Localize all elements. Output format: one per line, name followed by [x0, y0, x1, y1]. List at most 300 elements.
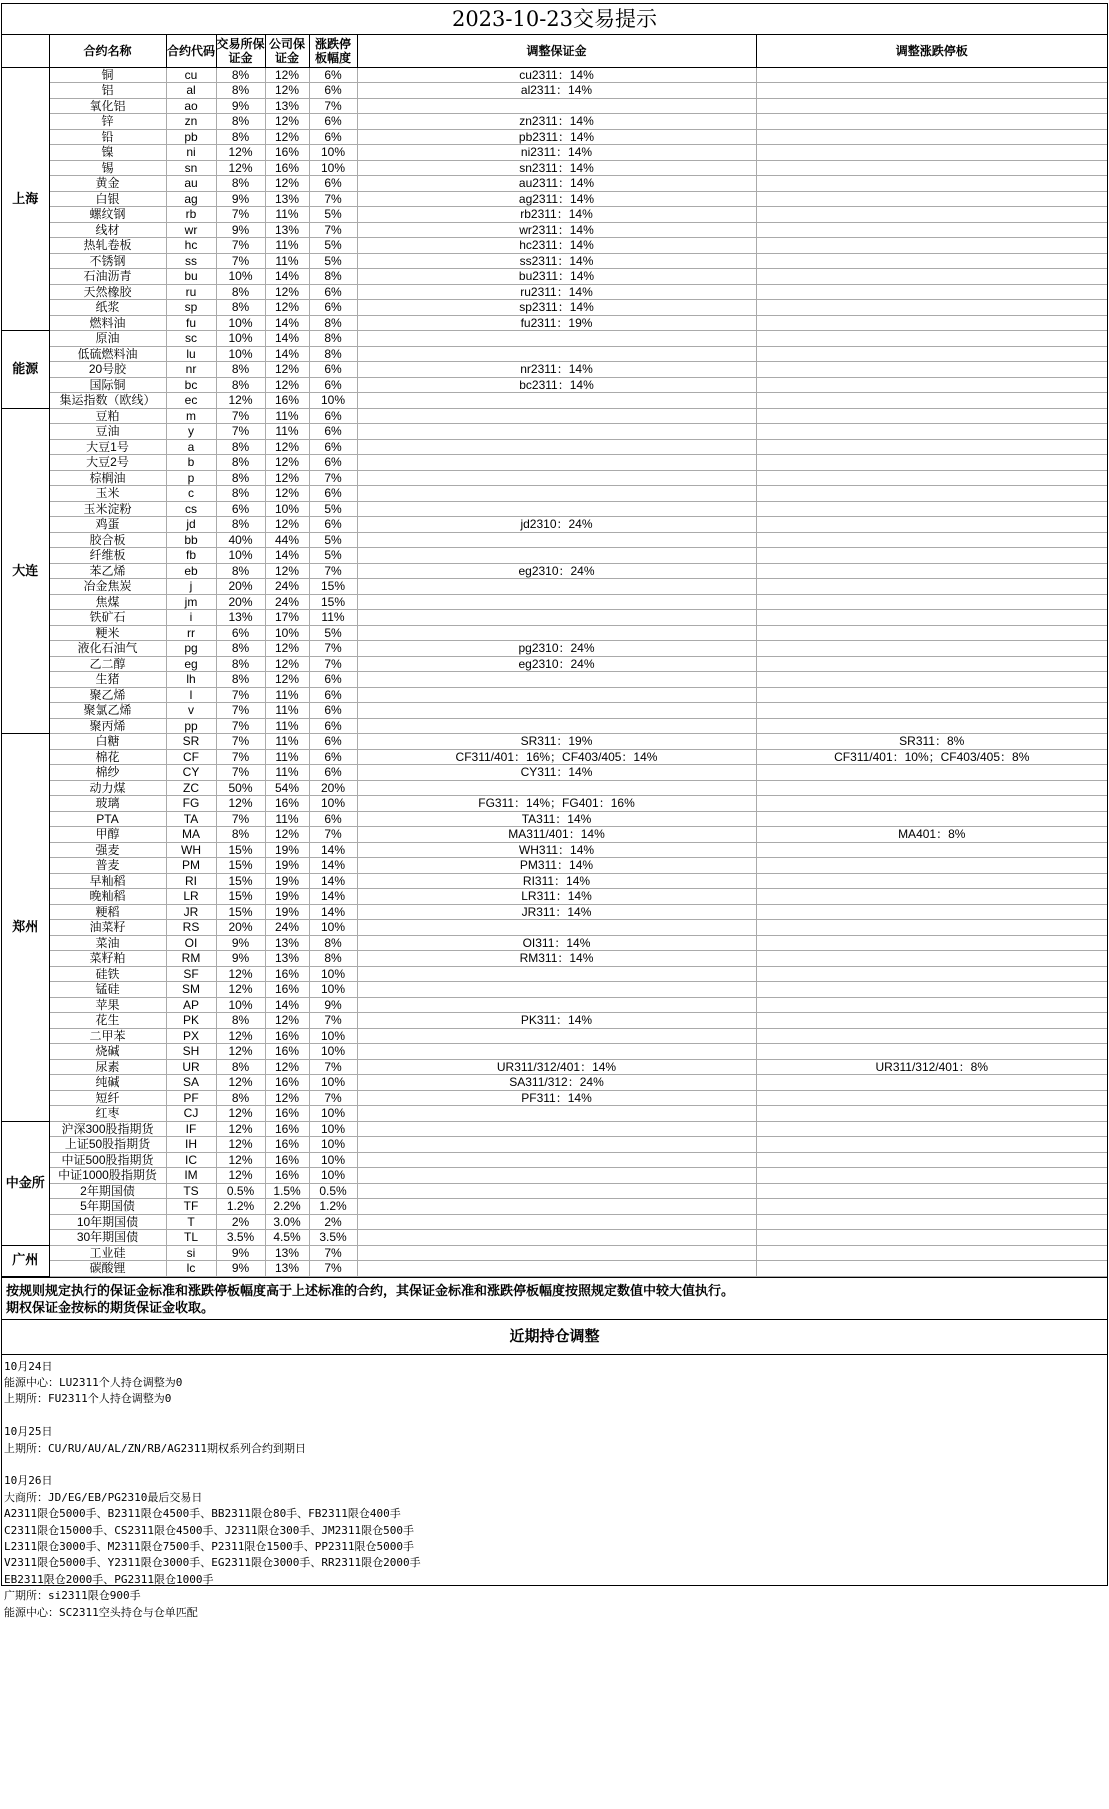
header-limit: 涨跌停板幅度 — [309, 35, 357, 67]
adjusted-limit-cell — [756, 253, 1107, 269]
company-margin-cell: 12% — [265, 114, 309, 130]
exchange-margin-cell: 9% — [216, 1245, 265, 1261]
contract-code-cell: WH — [166, 842, 216, 858]
exchange-margin-cell: 8% — [216, 362, 265, 378]
company-margin-cell: 24% — [265, 579, 309, 595]
table-row — [2, 176, 1107, 192]
contract-name-cell: 铁矿石 — [49, 610, 166, 626]
table-row — [2, 842, 1107, 858]
company-margin-cell: 16% — [265, 1028, 309, 1044]
adjusted-margin-cell: UR311/312/401：14% — [357, 1059, 756, 1075]
adjusted-limit-cell — [756, 594, 1107, 610]
price-limit-cell: 5% — [309, 238, 357, 254]
contract-code-cell: SR — [166, 734, 216, 750]
table-row — [2, 1137, 1107, 1153]
adjusted-limit-cell — [756, 160, 1107, 176]
contract-name-cell: 5年期国债 — [49, 1199, 166, 1215]
company-margin-cell: 12% — [265, 486, 309, 502]
company-margin-cell: 16% — [265, 145, 309, 161]
adjusted-limit-cell — [756, 718, 1107, 734]
position-line: 10月26日 — [4, 1474, 53, 1488]
adjusted-margin-cell: RI311：14% — [357, 873, 756, 889]
table-row — [2, 207, 1107, 223]
price-limit-cell: 11% — [309, 610, 357, 626]
adjusted-limit-cell — [756, 486, 1107, 502]
exchange-margin-cell: 8% — [216, 517, 265, 533]
contract-name-cell: 螺纹钢 — [49, 207, 166, 223]
contract-name-cell: 天然橡胶 — [49, 284, 166, 300]
exchange-margin-cell: 8% — [216, 284, 265, 300]
adjusted-limit-cell — [756, 687, 1107, 703]
table-row — [2, 145, 1107, 161]
contract-name-cell: 工业硅 — [49, 1245, 166, 1261]
table-row — [2, 1059, 1107, 1075]
adjusted-margin-cell: ni2311：14% — [357, 145, 756, 161]
adjusted-limit-cell — [756, 1230, 1107, 1246]
contract-name-cell: 乙二醇 — [49, 656, 166, 672]
adjusted-limit-cell: MA401：8% — [756, 827, 1107, 843]
contract-name-cell: 黄金 — [49, 176, 166, 192]
contract-code-cell: lh — [166, 672, 216, 688]
adjusted-limit-cell — [756, 935, 1107, 951]
table-row — [2, 1090, 1107, 1106]
company-margin-cell: 11% — [265, 253, 309, 269]
table-row — [2, 1230, 1107, 1246]
adjusted-limit-cell — [756, 501, 1107, 517]
adjusted-margin-cell — [357, 1152, 756, 1168]
adjusted-limit-cell — [756, 579, 1107, 595]
adjusted-margin-cell — [357, 1106, 756, 1122]
table-row — [2, 486, 1107, 502]
table-row — [2, 579, 1107, 595]
adjusted-margin-cell — [357, 703, 756, 719]
adjusted-limit-cell — [756, 904, 1107, 920]
exchange-margin-cell: 8% — [216, 1090, 265, 1106]
exchange-label: 中金所 — [2, 1121, 49, 1245]
contract-code-cell: i — [166, 610, 216, 626]
contract-code-cell: bc — [166, 377, 216, 393]
adjusted-limit-cell — [756, 145, 1107, 161]
company-margin-cell: 11% — [265, 811, 309, 827]
table-row — [2, 98, 1107, 114]
notes — [2, 1277, 1107, 1319]
exchange-margin-cell: 8% — [216, 114, 265, 130]
contract-code-cell: b — [166, 455, 216, 471]
price-limit-cell: 8% — [309, 346, 357, 362]
contract-name-cell: 动力煤 — [49, 780, 166, 796]
exchange-margin-cell: 3.5% — [216, 1230, 265, 1246]
contract-code-cell: eb — [166, 563, 216, 579]
price-limit-cell: 6% — [309, 765, 357, 781]
table-row — [2, 656, 1107, 672]
table-row — [2, 331, 1107, 347]
price-limit-cell: 5% — [309, 253, 357, 269]
contract-name-cell: 集运指数（欧线） — [49, 393, 166, 409]
table-row — [2, 966, 1107, 982]
price-limit-cell: 7% — [309, 656, 357, 672]
company-margin-cell: 12% — [265, 517, 309, 533]
adjusted-margin-cell: PF311：14% — [357, 1090, 756, 1106]
adjusted-margin-cell: OI311：14% — [357, 935, 756, 951]
exchange-margin-cell: 7% — [216, 687, 265, 703]
contract-name-cell: 甲醇 — [49, 827, 166, 843]
table-row — [2, 1199, 1107, 1215]
contract-code-cell: PF — [166, 1090, 216, 1106]
contract-name-cell: 玻璃 — [49, 796, 166, 812]
company-margin-cell: 11% — [265, 749, 309, 765]
adjusted-margin-cell: CY311：14% — [357, 765, 756, 781]
table-row — [2, 951, 1107, 967]
price-limit-cell: 14% — [309, 873, 357, 889]
adjusted-limit-cell — [756, 641, 1107, 657]
price-limit-cell: 10% — [309, 1168, 357, 1184]
position-line: 10月25日 — [4, 1425, 53, 1439]
contract-code-cell: ni — [166, 145, 216, 161]
adjusted-margin-cell — [357, 408, 756, 424]
adjusted-limit-cell — [756, 1152, 1107, 1168]
contract-name-cell: 强麦 — [49, 842, 166, 858]
price-limit-cell: 5% — [309, 625, 357, 641]
contract-name-cell: 铝 — [49, 83, 166, 99]
adjusted-limit-cell — [756, 191, 1107, 207]
adjusted-margin-cell — [357, 610, 756, 626]
position-line: C2311限仓15000手、CS2311限仓4500手、J2311限仓300手、JM2311限仓500手 — [4, 1523, 415, 1537]
price-limit-cell: 10% — [309, 982, 357, 998]
exchange-label: 上海 — [2, 67, 49, 331]
table-row — [2, 269, 1107, 285]
adjusted-margin-cell — [357, 1214, 756, 1230]
company-margin-cell: 24% — [265, 594, 309, 610]
adjusted-margin-cell: hc2311：14% — [357, 238, 756, 254]
exchange-margin-cell: 8% — [216, 1013, 265, 1029]
contract-code-cell: UR — [166, 1059, 216, 1075]
adjusted-margin-cell — [357, 1168, 756, 1184]
header-exchange — [2, 35, 49, 67]
table-row — [2, 346, 1107, 362]
contract-name-cell: 红枣 — [49, 1106, 166, 1122]
company-margin-cell: 14% — [265, 315, 309, 331]
price-limit-cell: 6% — [309, 362, 357, 378]
adjusted-margin-cell — [357, 1261, 756, 1277]
adjusted-limit-cell — [756, 129, 1107, 145]
table-row — [2, 935, 1107, 951]
contract-code-cell: si — [166, 1245, 216, 1261]
position-line: 广期所：si2311限仓900手 — [4, 1589, 141, 1603]
adjusted-margin-cell: rb2311：14% — [357, 207, 756, 223]
contract-name-cell: 2年期国债 — [49, 1183, 166, 1199]
contract-code-cell: SH — [166, 1044, 216, 1060]
company-margin-cell: 12% — [265, 563, 309, 579]
adjusted-margin-cell — [357, 718, 756, 734]
price-limit-cell: 10% — [309, 1152, 357, 1168]
price-limit-cell: 8% — [309, 935, 357, 951]
adjusted-limit-cell — [756, 1090, 1107, 1106]
contract-name-cell: 纸浆 — [49, 300, 166, 316]
adjusted-margin-cell: sn2311：14% — [357, 160, 756, 176]
contract-code-cell: T — [166, 1214, 216, 1230]
exchange-margin-cell: 10% — [216, 331, 265, 347]
exchange-margin-cell: 12% — [216, 1137, 265, 1153]
table-row — [2, 548, 1107, 564]
sheet — [1, 3, 1108, 1619]
contract-code-cell: RI — [166, 873, 216, 889]
price-limit-cell: 10% — [309, 920, 357, 936]
contract-code-cell: rr — [166, 625, 216, 641]
adjusted-margin-cell — [357, 1183, 756, 1199]
adjusted-limit-cell — [756, 315, 1107, 331]
contract-code-cell: al — [166, 83, 216, 99]
contract-code-cell: IH — [166, 1137, 216, 1153]
adjusted-margin-cell: pb2311：14% — [357, 129, 756, 145]
company-margin-cell: 11% — [265, 687, 309, 703]
adjusted-margin-cell: SR311：19% — [357, 734, 756, 750]
price-limit-cell: 10% — [309, 393, 357, 409]
table-row — [2, 517, 1107, 533]
exchange-margin-cell: 9% — [216, 191, 265, 207]
adjusted-limit-cell — [756, 300, 1107, 316]
adjusted-margin-cell — [357, 532, 756, 548]
contract-name-cell: 线材 — [49, 222, 166, 238]
exchange-margin-cell: 12% — [216, 982, 265, 998]
position-line: 上期所：CU/RU/AU/AL/ZN/RB/AG2311期权系列合约到期日 — [4, 1441, 306, 1455]
exchange-margin-cell: 8% — [216, 486, 265, 502]
adjusted-limit-cell — [756, 780, 1107, 796]
price-limit-cell: 7% — [309, 222, 357, 238]
table-row — [2, 811, 1107, 827]
adjusted-margin-cell — [357, 625, 756, 641]
price-limit-cell: 6% — [309, 439, 357, 455]
header-adjusted-limit: 调整涨跌停板 — [756, 35, 1107, 67]
exchange-margin-cell: 7% — [216, 253, 265, 269]
contract-code-cell: pg — [166, 641, 216, 657]
adjusted-margin-cell — [357, 1199, 756, 1215]
exchange-margin-cell: 9% — [216, 222, 265, 238]
contract-name-cell: 白糖 — [49, 734, 166, 750]
contract-name-cell: 中证500股指期货 — [49, 1152, 166, 1168]
contract-name-cell: 聚丙烯 — [49, 718, 166, 734]
company-margin-cell: 54% — [265, 780, 309, 796]
adjusted-limit-cell — [756, 532, 1107, 548]
contract-code-cell: TL — [166, 1230, 216, 1246]
company-margin-cell: 12% — [265, 641, 309, 657]
adjusted-margin-cell: nr2311：14% — [357, 362, 756, 378]
adjusted-limit-cell — [756, 269, 1107, 285]
contract-name-cell: 聚乙烯 — [49, 687, 166, 703]
contract-code-cell: fb — [166, 548, 216, 564]
company-margin-cell: 16% — [265, 982, 309, 998]
price-limit-cell: 7% — [309, 1261, 357, 1277]
exchange-margin-cell: 6% — [216, 501, 265, 517]
adjusted-margin-cell: bc2311：14% — [357, 377, 756, 393]
adjusted-margin-cell: al2311：14% — [357, 83, 756, 99]
contract-code-cell: IM — [166, 1168, 216, 1184]
table-row — [2, 470, 1107, 486]
contract-code-cell: ec — [166, 393, 216, 409]
table-row — [2, 1152, 1107, 1168]
company-margin-cell: 11% — [265, 703, 309, 719]
price-limit-cell: 10% — [309, 1106, 357, 1122]
table-header-row — [2, 35, 1107, 67]
table-row — [2, 455, 1107, 471]
adjusted-limit-cell — [756, 362, 1107, 378]
adjusted-margin-cell — [357, 331, 756, 347]
contract-name-cell: 尿素 — [49, 1059, 166, 1075]
contract-code-cell: sn — [166, 160, 216, 176]
contract-code-cell: jd — [166, 517, 216, 533]
contract-code-cell: PK — [166, 1013, 216, 1029]
company-margin-cell: 16% — [265, 1168, 309, 1184]
exchange-margin-cell: 8% — [216, 672, 265, 688]
table-row — [2, 1168, 1107, 1184]
exchange-margin-cell: 9% — [216, 935, 265, 951]
adjusted-limit-cell — [756, 1137, 1107, 1153]
contract-name-cell: 二甲苯 — [49, 1028, 166, 1044]
contract-name-cell: 棉花 — [49, 749, 166, 765]
contract-code-cell: AP — [166, 997, 216, 1013]
adjusted-limit-cell — [756, 114, 1107, 130]
contract-name-cell: 大豆1号 — [49, 439, 166, 455]
adjusted-limit-cell — [756, 982, 1107, 998]
adjusted-limit-cell — [756, 377, 1107, 393]
exchange-margin-cell: 15% — [216, 842, 265, 858]
exchange-margin-cell: 8% — [216, 439, 265, 455]
table-row — [2, 1044, 1107, 1060]
price-limit-cell: 6% — [309, 718, 357, 734]
contract-name-cell: 热轧卷板 — [49, 238, 166, 254]
adjusted-margin-cell: JR311：14% — [357, 904, 756, 920]
contract-name-cell: 油菜籽 — [49, 920, 166, 936]
contract-name-cell: 豆油 — [49, 424, 166, 440]
adjusted-margin-cell — [357, 982, 756, 998]
contract-name-cell: 锰硅 — [49, 982, 166, 998]
table-row — [2, 780, 1107, 796]
contract-name-cell: 胶合板 — [49, 532, 166, 548]
adjusted-margin-cell: ag2311：14% — [357, 191, 756, 207]
exchange-label: 能源 — [2, 331, 49, 409]
table-row — [2, 532, 1107, 548]
adjusted-limit-cell — [756, 811, 1107, 827]
price-limit-cell: 7% — [309, 1059, 357, 1075]
contract-code-cell: JR — [166, 904, 216, 920]
contract-name-cell: 上证50股指期货 — [49, 1137, 166, 1153]
exchange-margin-cell: 13% — [216, 610, 265, 626]
exchange-margin-cell: 8% — [216, 827, 265, 843]
price-limit-cell: 14% — [309, 858, 357, 874]
company-margin-cell: 12% — [265, 362, 309, 378]
company-margin-cell: 11% — [265, 424, 309, 440]
company-margin-cell: 2.2% — [265, 1199, 309, 1215]
contract-code-cell: eg — [166, 656, 216, 672]
contract-name-cell: 豆粕 — [49, 408, 166, 424]
adjusted-limit-cell — [756, 703, 1107, 719]
adjusted-margin-cell — [357, 920, 756, 936]
page-title: 2023-10-23交易提示 — [2, 4, 1107, 35]
adjusted-margin-cell: jd2310：24% — [357, 517, 756, 533]
exchange-margin-cell: 40% — [216, 532, 265, 548]
contract-code-cell: ZC — [166, 780, 216, 796]
adjusted-margin-cell: CF311/401：16%；CF403/405：14% — [357, 749, 756, 765]
contract-code-cell: TF — [166, 1199, 216, 1215]
contract-code-cell: TA — [166, 811, 216, 827]
price-limit-cell: 6% — [309, 114, 357, 130]
adjusted-margin-cell: LR311：14% — [357, 889, 756, 905]
adjusted-limit-cell — [756, 1183, 1107, 1199]
adjusted-margin-cell: au2311：14% — [357, 176, 756, 192]
adjusted-margin-cell — [357, 1121, 756, 1137]
price-limit-cell: 6% — [309, 67, 357, 83]
contract-code-cell: SF — [166, 966, 216, 982]
margin-table — [2, 35, 1107, 1277]
contract-code-cell: c — [166, 486, 216, 502]
table-row — [2, 873, 1107, 889]
table-row — [2, 83, 1107, 99]
contract-code-cell: jm — [166, 594, 216, 610]
exchange-margin-cell: 7% — [216, 718, 265, 734]
table-row — [2, 1245, 1107, 1261]
adjusted-limit-cell — [756, 517, 1107, 533]
price-limit-cell: 6% — [309, 129, 357, 145]
contract-name-cell: 玉米 — [49, 486, 166, 502]
exchange-margin-cell: 9% — [216, 1261, 265, 1277]
contract-name-cell: 苯乙烯 — [49, 563, 166, 579]
table-row — [2, 393, 1107, 409]
price-limit-cell: 5% — [309, 207, 357, 223]
company-margin-cell: 12% — [265, 377, 309, 393]
table-row — [2, 1106, 1107, 1122]
header-exchange-margin: 交易所保证金 — [216, 35, 265, 67]
exchange-margin-cell: 15% — [216, 904, 265, 920]
exchange-margin-cell: 10% — [216, 269, 265, 285]
exchange-margin-cell: 12% — [216, 796, 265, 812]
adjusted-limit-cell — [756, 408, 1107, 424]
adjusted-limit-cell — [756, 563, 1107, 579]
table-row — [2, 222, 1107, 238]
contract-name-cell: 棉纱 — [49, 765, 166, 781]
table-row — [2, 1013, 1107, 1029]
price-limit-cell: 3.5% — [309, 1230, 357, 1246]
exchange-margin-cell: 7% — [216, 811, 265, 827]
company-margin-cell: 11% — [265, 207, 309, 223]
adjusted-limit-cell — [756, 98, 1107, 114]
price-limit-cell: 7% — [309, 1090, 357, 1106]
adjusted-limit-cell — [756, 1121, 1107, 1137]
adjusted-limit-cell — [756, 873, 1107, 889]
exchange-margin-cell: 2% — [216, 1214, 265, 1230]
contract-code-cell: fu — [166, 315, 216, 331]
exchange-margin-cell: 0.5% — [216, 1183, 265, 1199]
adjusted-margin-cell — [357, 439, 756, 455]
adjusted-margin-cell: TA311：14% — [357, 811, 756, 827]
company-margin-cell: 16% — [265, 1121, 309, 1137]
exchange-margin-cell: 8% — [216, 563, 265, 579]
contract-name-cell: 20号胶 — [49, 362, 166, 378]
adjusted-limit-cell — [756, 284, 1107, 300]
exchange-margin-cell: 9% — [216, 951, 265, 967]
exchange-margin-cell: 15% — [216, 889, 265, 905]
adjusted-margin-cell: PK311：14% — [357, 1013, 756, 1029]
price-limit-cell: 6% — [309, 83, 357, 99]
price-limit-cell: 9% — [309, 997, 357, 1013]
company-margin-cell: 12% — [265, 827, 309, 843]
contract-code-cell: RS — [166, 920, 216, 936]
price-limit-cell: 10% — [309, 1137, 357, 1153]
table-row — [2, 129, 1107, 145]
contract-code-cell: l — [166, 687, 216, 703]
adjusted-margin-cell: SA311/312：24% — [357, 1075, 756, 1091]
adjusted-limit-cell — [756, 1261, 1107, 1277]
company-margin-cell: 19% — [265, 842, 309, 858]
table-row — [2, 641, 1107, 657]
